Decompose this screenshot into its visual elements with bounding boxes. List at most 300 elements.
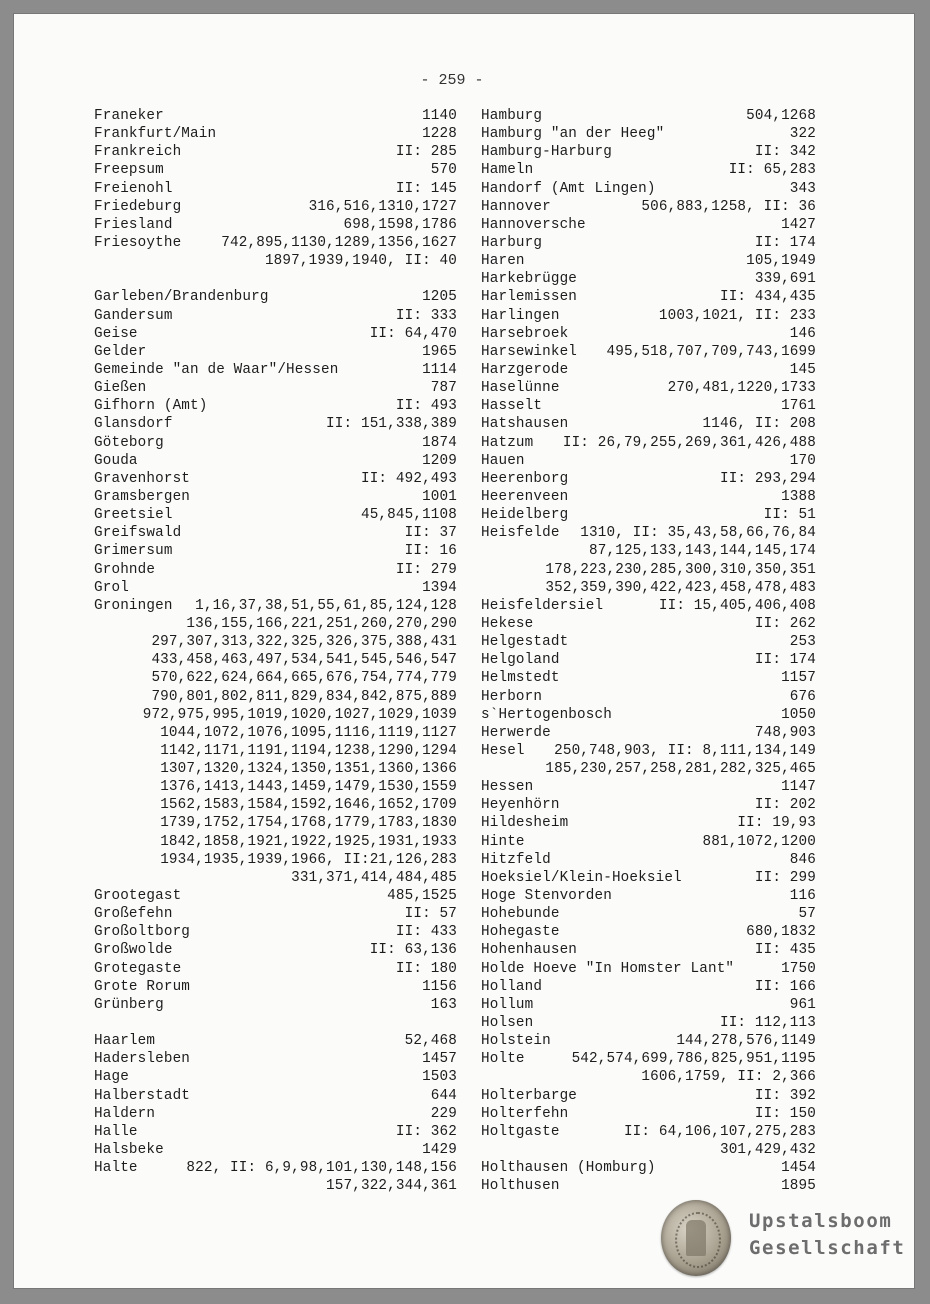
place-name: Heyenhörn [481,797,560,814]
place-name: Heerenveen [481,488,569,505]
index-entry [481,161,816,179]
page-references: 229 [430,1105,457,1122]
place-name: Herwerde [481,724,551,741]
index-entry [94,923,457,941]
page-references: II: 145 [395,180,457,197]
place-name: Frankreich [94,144,182,161]
logo-line-1: Upstalsboom [749,1210,893,1232]
page-references: 570 [430,162,457,179]
page-references: 1376,1413,1443,1459,1479,1530,1559 [160,779,457,796]
place-name: Helmstedt [481,670,560,687]
index-entry [481,905,816,923]
page-references: 485,1525 [387,888,457,905]
index-entry [481,814,816,832]
index-entry [481,960,816,978]
page-references: 1457 [422,1051,457,1068]
place-name: Grimersum [94,543,173,560]
page-references: 1003,1021, II: 233 [658,307,816,324]
page-references: 846 [789,851,816,868]
place-name: Hage [94,1069,129,1086]
page-references: 1454 [781,1160,816,1177]
page-references: II: 434,435 [719,289,816,306]
place-name: Frankfurt/Main [94,126,217,143]
index-entry-continuation [94,252,457,270]
page-references: II: 333 [395,307,457,324]
page-references: 253 [789,634,816,651]
index-entry-continuation [481,542,816,560]
index-entry [94,325,457,343]
page-references: II: 433 [395,924,457,941]
page-references: 146 [789,325,816,342]
page-references: 163 [430,996,457,1013]
place-name: Groningen [94,597,173,614]
index-entry [94,1141,457,1159]
page-references: II: 342 [754,144,816,161]
index-entry [481,796,816,814]
page-references: 1394 [422,579,457,596]
index-entry [94,180,457,198]
logo-text [749,1208,905,1262]
index-entry [94,1159,457,1177]
index-entry [94,307,457,325]
place-name: Hannover [481,198,551,215]
place-name: Grol [94,579,129,596]
index-entry [94,143,457,161]
index-entry-continuation [94,742,457,760]
page-references: 881,1072,1200 [702,833,816,850]
index-entry [94,488,457,506]
place-name: Halberstadt [94,1087,191,1104]
page-references: 322 [789,126,816,143]
index-entry [94,579,457,597]
place-name: Holthausen (Homburg) [481,1160,656,1177]
place-name: Halsbeke [94,1142,164,1159]
page-references: 116 [789,888,816,905]
page-references: 316,516,1310,1727 [308,198,457,215]
page-references: 680,1832 [746,924,816,941]
index-entry [94,1032,457,1050]
page-references: II: 279 [395,561,457,578]
page-references: 1874 [422,434,457,451]
index-entry [94,506,457,524]
index-entry-continuation [481,760,816,778]
index-entry [94,941,457,959]
index-entry [481,107,816,125]
index-entry [481,833,816,851]
index-entry-continuation [481,1068,816,1086]
index-entry [481,143,816,161]
page-references: 1842,1858,1921,1922,1925,1931,1933 [160,833,457,850]
index-entry [481,325,816,343]
page-references: 250,748,903, II: 8,111,134,149 [554,742,816,759]
page-references: II: 166 [754,978,816,995]
place-name: Harlemissen [481,289,578,306]
place-name: Friesland [94,216,173,233]
place-name: Grootegast [94,888,182,905]
index-entry [94,960,457,978]
index-entry-continuation [481,561,816,579]
index-entry [481,706,816,724]
index-entry [94,216,457,234]
page-references: II: 285 [395,144,457,161]
place-name: Holterbarge [481,1087,578,1104]
place-name: Garleben/Brandenburg [94,289,269,306]
index-entry [481,198,816,216]
page-number: - 259 - [420,72,484,89]
place-name: Gouda [94,452,138,469]
place-name: Halte [94,1160,138,1177]
place-name: Holstein [481,1033,551,1050]
index-entry [481,851,816,869]
place-name: Hitzfeld [481,851,551,868]
index-entry [481,996,816,1014]
page-references: 1156 [422,978,457,995]
index-entry [481,506,816,524]
place-name: Heisfelde [481,525,560,542]
index-entry [94,978,457,996]
place-name: Gießen [94,380,147,397]
page-references: II: 180 [395,960,457,977]
page-references: II: 174 [754,234,816,251]
index-entry [481,1105,816,1123]
place-name: Hamburg-Harburg [481,144,612,161]
page-references: II: 174 [754,652,816,669]
place-name: Hohegaste [481,924,560,941]
index-entry [481,288,816,306]
index-entry-continuation [94,706,457,724]
index-entry [94,397,457,415]
index-entry [94,597,457,615]
place-name: Glansdorf [94,416,173,433]
page-references: II: 150 [754,1105,816,1122]
page-references: II: 112,113 [719,1015,816,1032]
page-references: 504,1268 [746,108,816,124]
page-references: 178,223,230,285,300,310,350,351 [545,561,816,578]
page-references: II: 63,136 [369,942,457,959]
page-references: 1157 [781,670,816,687]
page-references: 790,801,802,811,829,834,842,875,889 [151,688,457,705]
page-references: II: 299 [754,869,816,886]
page-references: II: 16 [404,543,457,560]
place-name: Grünberg [94,996,164,1013]
place-name: Harzgerode [481,361,569,378]
index-entry-continuation [94,796,457,814]
page-references: 1606,1759, II: 2,366 [641,1069,816,1086]
index-entry [94,125,457,143]
page-references: 570,622,624,664,665,676,754,774,779 [151,670,457,687]
place-name: Gandersum [94,307,173,324]
page-references: 742,895,1130,1289,1356,1627 [221,234,457,251]
index-entry [481,978,816,996]
index-entry [481,234,816,252]
place-name: Holde Hoeve "In Homster Lant" [481,960,735,977]
page-references: 301,429,432 [719,1142,816,1159]
page-references: 1388 [781,488,816,505]
page-references: 1209 [422,452,457,469]
page-references: 1146, II: 208 [702,416,816,433]
place-name: Harburg [481,234,543,251]
place-name: Gramsbergen [94,488,191,505]
place-name: Hasselt [481,398,543,415]
page-references: II: 19,93 [737,815,816,832]
publisher-logo [661,1200,911,1280]
page-references: 105,1949 [746,253,816,270]
page-references: II: 493 [395,398,457,415]
place-name: Hamburg "an der Heeg" [481,126,665,143]
place-name: s`Hertogenbosch [481,706,612,723]
page-references: 1,16,37,38,51,55,61,85,124,128 [195,597,457,614]
index-entry [94,524,457,542]
index-entry [481,125,816,143]
page-references: 1147 [781,779,816,796]
document-page [14,14,914,1288]
page-references: II: 202 [754,797,816,814]
index-entry-continuation [94,633,457,651]
page-references: 506,883,1258, II: 36 [641,198,816,215]
index-entry [481,1087,816,1105]
index-entry [94,161,457,179]
index-entry [481,688,816,706]
page-references: 343 [789,180,816,197]
place-name: Friedeburg [94,198,182,215]
place-name: Haarlem [94,1033,156,1050]
place-name: Grote Rorum [94,978,191,995]
page-references: 433,458,463,497,534,541,545,546,547 [151,652,457,669]
page-references: II: 65,283 [728,162,816,179]
index-entry [481,651,816,669]
place-name: Haselünne [481,380,560,397]
page-references: 1050 [781,706,816,723]
page-references: II: 293,294 [719,470,816,487]
page-references: 1739,1752,1754,1768,1779,1783,1830 [160,815,457,832]
place-name: Heidelberg [481,507,569,524]
index-entry-continuation [94,1177,457,1195]
page-references: 644 [430,1087,457,1104]
index-entry [481,1159,816,1177]
place-name: Grotegaste [94,960,182,977]
page-references: II: 392 [754,1087,816,1104]
index-entry [481,615,816,633]
place-name: Freepsum [94,162,164,179]
index-entry [94,107,457,125]
place-name: Gravenhorst [94,470,191,487]
index-entry [481,270,816,288]
place-name: Hohenhausen [481,942,578,959]
blank-line [94,270,457,288]
index-entry-continuation [94,669,457,687]
index-entry [481,452,816,470]
index-entry-continuation [94,688,457,706]
index-entry [481,180,816,198]
place-name: Greifswald [94,525,182,542]
place-name: Hohebunde [481,906,560,923]
place-name: Handorf (Amt Lingen) [481,180,656,197]
page-references: 748,903 [754,724,816,741]
index-entry [481,470,816,488]
index-entry [94,452,457,470]
place-name: Hameln [481,162,534,179]
index-entry-continuation [94,833,457,851]
index-entry [481,633,816,651]
index-entry [94,1087,457,1105]
index-entry [481,724,816,742]
index-entry [94,415,457,433]
index-entry [94,542,457,560]
place-name: Hekese [481,615,534,632]
index-entry [481,415,816,433]
index-entry [94,234,457,252]
page-references: 1140 [422,108,457,124]
page-references: 1897,1939,1940, II: 40 [264,253,457,270]
page-references: 157,322,344,361 [326,1178,457,1195]
place-name: Hatzum [481,434,534,451]
place-name: Haldern [94,1105,156,1122]
index-entry-continuation [94,724,457,742]
page-references: II: 57 [404,906,457,923]
page-references: 822, II: 6,9,98,101,130,148,156 [186,1160,457,1177]
index-entry [481,869,816,887]
page-references: 1934,1935,1939,1966, II:21,126,283 [160,851,457,868]
place-name: Hannoversche [481,216,586,233]
page-references: 1044,1072,1076,1095,1116,1119,1127 [160,724,457,741]
index-entry [481,216,816,234]
place-name: Holsen [481,1015,534,1032]
index-entry [481,597,816,615]
place-name: Gifhorn (Amt) [94,398,208,415]
place-name: Holterfehn [481,1105,569,1122]
page-references: II: 15,405,406,408 [658,597,816,614]
place-name: Hinte [481,833,525,850]
page-references: II: 492,493 [360,470,457,487]
place-name: Holtgaste [481,1123,560,1140]
page-references: 270,481,1220,1733 [667,380,816,397]
place-name: Hoge Stenvorden [481,888,612,905]
place-name: Halle [94,1123,138,1140]
place-name: Holland [481,978,543,995]
page-references: 57 [798,906,816,923]
page-references: 1205 [422,289,457,306]
page-references: 1503 [422,1069,457,1086]
index-entry [481,887,816,905]
page-references: 331,371,414,484,485 [291,869,457,886]
place-name: Greetsiel [94,507,173,524]
index-entry [481,343,816,361]
page-references: 87,125,133,143,144,145,174 [589,543,816,560]
place-name: Holthusen [481,1178,560,1195]
page-references: 1965 [422,343,457,360]
page-references: II: 64,106,107,275,283 [623,1123,816,1140]
place-name: Geise [94,325,138,342]
index-entry [94,1123,457,1141]
page-references: II: 151,338,389 [326,416,457,433]
page-references: 144,278,576,1149 [676,1033,816,1050]
page-references: 698,1598,1786 [343,216,457,233]
index-entry [481,434,816,452]
page-references: 1114 [422,361,457,378]
page-references: 339,691 [754,271,816,288]
place-name: Harkebrügge [481,271,578,288]
place-name: Hadersleben [94,1051,191,1068]
page-references: 45,845,1108 [360,507,457,524]
place-name: Holte [481,1051,525,1068]
index-column-right [481,107,816,1195]
place-name: Hollum [481,996,534,1013]
place-name: Großefehn [94,906,173,923]
index-entry-continuation [94,615,457,633]
index-entry [94,1068,457,1086]
place-name: Großwolde [94,942,173,959]
index-entry [481,1123,816,1141]
page-references: 495,518,707,709,743,1699 [606,343,816,360]
index-entry [481,778,816,796]
page-references: 185,230,257,258,281,282,325,465 [545,761,816,778]
index-entry-continuation [94,814,457,832]
place-name: Harsewinkel [481,343,578,360]
place-name: Großoltborg [94,924,191,941]
place-name: Hildesheim [481,815,569,832]
logo-line-2: Gesellschaft [749,1237,906,1259]
index-entry [481,669,816,687]
index-entry [481,524,816,542]
place-name: Grohnde [94,561,156,578]
place-name: Helgoland [481,652,560,669]
index-entry [481,1177,816,1195]
place-name: Harlingen [481,307,560,324]
index-entry-continuation [94,760,457,778]
page-references: 1761 [781,398,816,415]
page-references: II: 64,470 [369,325,457,342]
index-entry [94,905,457,923]
page-references: II: 26,79,255,269,361,426,488 [562,434,816,451]
index-entry-continuation [94,778,457,796]
place-name: Gelder [94,343,147,360]
index-entry [94,198,457,216]
page-references: 1228 [422,126,457,143]
page-references: 1750 [781,960,816,977]
place-name: Heerenborg [481,470,569,487]
index-entry [481,379,816,397]
place-name: Hamburg [481,108,543,124]
place-name: Gemeinde "an de Waar"/Hessen [94,361,339,378]
place-name: Herborn [481,688,543,705]
place-name: Franeker [94,108,164,124]
index-entry [481,1050,816,1068]
index-entry-continuation [481,1141,816,1159]
place-name: Hessen [481,779,534,796]
place-name: Harsebroek [481,325,569,342]
index-entry [481,307,816,325]
index-entry [481,397,816,415]
place-name: Hauen [481,452,525,469]
place-name: Heisfeldersiel [481,597,604,614]
place-name: Hoeksiel/Klein-Hoeksiel [481,869,682,886]
place-name: Friesoythe [94,234,182,251]
index-entry [94,470,457,488]
place-name: Hesel [481,742,525,759]
place-name: Göteborg [94,434,164,451]
page-references: II: 37 [404,525,457,542]
page-references: 972,975,995,1019,1020,1027,1029,1039 [142,706,457,723]
page-references: 1429 [422,1142,457,1159]
page-references: 1895 [781,1178,816,1195]
index-entry-continuation [94,869,457,887]
place-name: Helgestadt [481,634,569,651]
page-references: 136,155,166,221,251,260,270,290 [186,615,457,632]
page-references: 352,359,390,422,423,458,478,483 [545,579,816,596]
page-references: II: 51 [763,507,816,524]
index-entry [94,1105,457,1123]
index-entry [94,288,457,306]
